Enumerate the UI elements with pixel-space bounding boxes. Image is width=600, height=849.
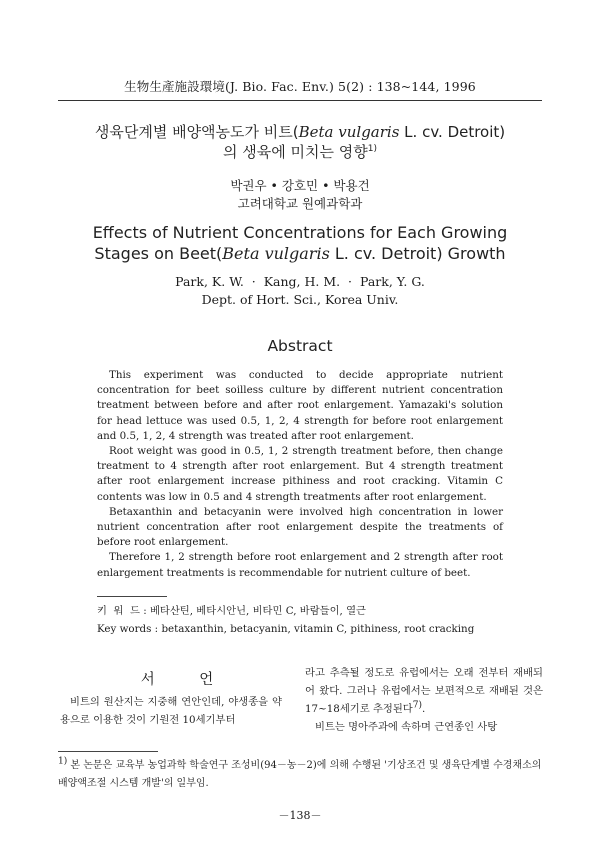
keywords-block: [97, 602, 517, 638]
section-title-introduction: 서 언: [140, 672, 234, 688]
abstract-paragraph: Betaxanthin and betacyanin were involved high concentration in lower nutrient concentration after root enlargement despite the treatments of before root enlargement.: [97, 505, 503, 549]
page-number: －138－: [278, 809, 322, 822]
keywords-english-label: Key words :: [97, 623, 159, 635]
title-korean-line2: 의 생육에 미치는 영향: [223, 143, 368, 161]
footnote: [58, 757, 544, 793]
title-english-line2: [40, 243, 560, 264]
title-english-species: Beta vulgaris: [222, 244, 330, 263]
abstract-paragraph: This experiment was conducted to decide appropriate nutrient concentration for beet soilless culture by different nutrient concentration treatment between before and after root enlargement. Yamazaki's solution for head lettuce was used 0.5, 1, 2, 4 strength for before root enlargement and 0.5, 1, 2, 4 strength was treated after root enlargement.: [97, 369, 503, 442]
journal-header: 生物生產施設環境(J. Bio. Fac. Env.) 5(2) : 138~144, 1996: [124, 79, 476, 94]
keywords-korean-label: 키 워 드 :: [97, 605, 147, 617]
affiliation-korean: 고려대학교 원예과학과: [237, 196, 363, 211]
reference-mark[interactable]: 7): [412, 700, 422, 711]
keywords-english-values: betaxanthin, betacyanin, vitamin C, pithiness, root cracking: [161, 623, 475, 635]
footnote-text: 본 논문은 교육부 농업과학 학술연구 조성비(94－농－2)에 의해 수행된 '기상조건 및 생육단계별 수경채소의 배양액조절 시스템 개발'의 일부임.: [58, 760, 542, 789]
authors-english: [100, 273, 500, 309]
intro-right-paragraph: [305, 664, 543, 718]
abstract-heading: Abstract: [267, 337, 333, 355]
title-korean-post: L. cv. Detroit): [399, 123, 506, 141]
keywords-korean-values: 베타산틴, 베타시안닌, 비타민 C, 바람들이, 열근: [149, 605, 366, 617]
footnote-mark: 1): [58, 756, 68, 767]
title-korean-pre: 생육단계별 배양액농도가 비트(: [94, 123, 299, 141]
abstract-paragraph: Therefore 1, 2 strength before root enlargement and 2 strength after root enlargement treatments is recommendable for nutrient culture of beet.: [97, 551, 503, 579]
affiliation-english: Dept. of Hort. Sci., Korea Univ.: [201, 292, 399, 307]
intro-right-text: 라고 추측될 정도로 유럽에서는 오래 전부터 재배되어 왔다. 그러나 유럽에서는 보편적으로 재배된 것은 17~18세기로 추정된다: [305, 667, 543, 715]
intro-left-column: [60, 693, 282, 729]
keywords-english: [97, 620, 517, 638]
title-korean-species: Beta vulgaris: [298, 123, 400, 141]
author-names-english: Park, K. W. · Kang, H. M. · Park, Y. G.: [175, 274, 425, 289]
title-footnote-mark[interactable]: 1): [367, 144, 377, 154]
abstract-body: [97, 368, 503, 581]
title-english-line2-pre: Stages on Beet(: [94, 244, 223, 263]
intro-right-column: [305, 664, 543, 736]
authors-korean: [100, 177, 500, 213]
title-english: [40, 222, 560, 264]
keywords-korean: [97, 602, 517, 620]
intro-left-paragraph: 비트의 원산지는 지중해 연안인데, 야생종을 약용으로 이용한 것이 기원전 10세기부터: [60, 696, 282, 726]
header-rule: [58, 100, 542, 101]
title-english-line2-post: L. cv. Detroit) Growth: [329, 244, 506, 263]
author-names-korean: 박권우 • 강호민 • 박용건: [230, 178, 370, 193]
title-korean: [40, 122, 560, 162]
intro-right-paragraph-2: 비트는 명아주과에 속하며 근연종인 사탕: [315, 721, 498, 733]
keywords-rule: [97, 596, 167, 597]
title-english-line1: Effects of Nutrient Concentrations for Each Growing: [92, 223, 508, 242]
footnote-rule: [58, 751, 158, 752]
abstract-paragraph: Root weight was good in 0.5, 1, 2 strength treatment before, then change treatment to 4 strength after root enlargement. But 4 strength treatment after root enlargement increase pithiness and root cracking. Vitamin C contents was low in 0.5 and 4 strength treatments after root enlargement.: [97, 445, 503, 503]
intro-right-period: .: [421, 703, 426, 715]
